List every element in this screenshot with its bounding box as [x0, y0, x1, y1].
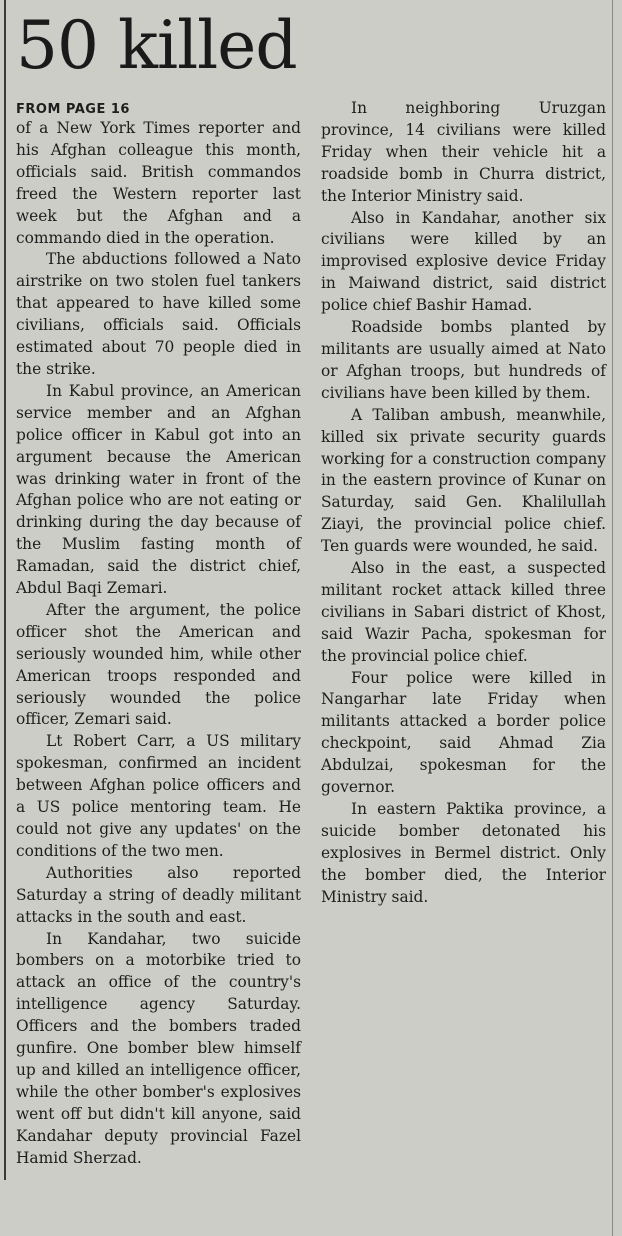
paragraph-continuation: of a New York Times reporter and his Afghan colleague this month, officials said. British commandos freed the Western reporter last week but the Afghan and a commando died in the operation.	[16, 119, 301, 247]
paragraph: In neighboring Uruzgan province, 14 civilians were killed Friday when their vehicle hit a roadside bomb in Churra district, the Interior Ministry said.	[321, 99, 606, 205]
headline: 50 killed	[16, 7, 297, 84]
paragraph: Also in Kandahar, another six civilians were killed by an improvised explosive device Friday in Maiwand district, said district police chief Bashir Hamad.	[321, 208, 606, 315]
paragraph: In Kandahar, two suicide bombers on a motorbike tried to attack an office of the country's intelligence agency Saturday. Officers and the bombers traded gunfire. One bomber blew himself up and killed an intelligence officer, while the other bomber's explosives went off but didn't kill anyone, said Kandahar deputy provincial Fazel Hamid Sherzad.	[16, 929, 301, 1167]
continued-from-kicker: FROM PAGE 16	[16, 102, 130, 117]
article-body	[16, 98, 606, 1188]
paragraph: Roadside bombs planted by militants are usually aimed at Nato or Afghan troops, but hundreds of civilians have been killed by them.	[321, 318, 606, 402]
paragraph: The abductions followed a Nato airstrike on two stolen fuel tankers that appeared to have killed some civilians, officials said. Officials estimated about 70 people died in the strike.	[16, 250, 301, 378]
right-column-rule	[612, 0, 613, 1236]
left-column-rule	[4, 0, 6, 1180]
paragraph: Lt Robert Carr, a US military spokesman, confirmed an incident between Afghan police officers and a US police mentoring team. He could not give any updates' on the conditions of the two men.	[16, 732, 301, 860]
paragraph: In eastern Paktika province, a suicide bomber detonated his explosives in Bermel district. Only the bomber died, the Interior Ministry said.	[321, 800, 606, 906]
paragraph: Also in the east, a suspected militant rocket attack killed three civilians in Sabari district of Khost, said Wazir Pacha, spokesman for the provincial police chief.	[321, 559, 606, 665]
paragraph: Four police were killed in Nangarhar late Friday when militants attacked a border police checkpoint, said Ahmad Zia Abdulzai, spokesman for the governor.	[321, 668, 606, 797]
paragraph: A Taliban ambush, meanwhile, killed six private security guards working for a construction company in the eastern province of Kunar on Saturday, said Gen. Khalilullah Ziayi, the provincial police chief. Ten guards were wounded, he said.	[321, 405, 606, 556]
paragraph: Authorities also reported Saturday a string of deadly militant attacks in the south and east.	[16, 863, 301, 926]
paragraph: After the argument, the police officer shot the American and seriously wounded him, while other American troops responded and seriously wounded the police officer, Zemari said.	[16, 600, 301, 729]
paragraph: In Kabul province, an American service member and an Afghan police officer in Kabul got into an argument because the American was drinking water in front of the Afghan police who are not eating or drinking during the day because of the Muslim fasting month of Ramadan, said the district chief, Abdul Baqi Zemari.	[16, 381, 301, 598]
